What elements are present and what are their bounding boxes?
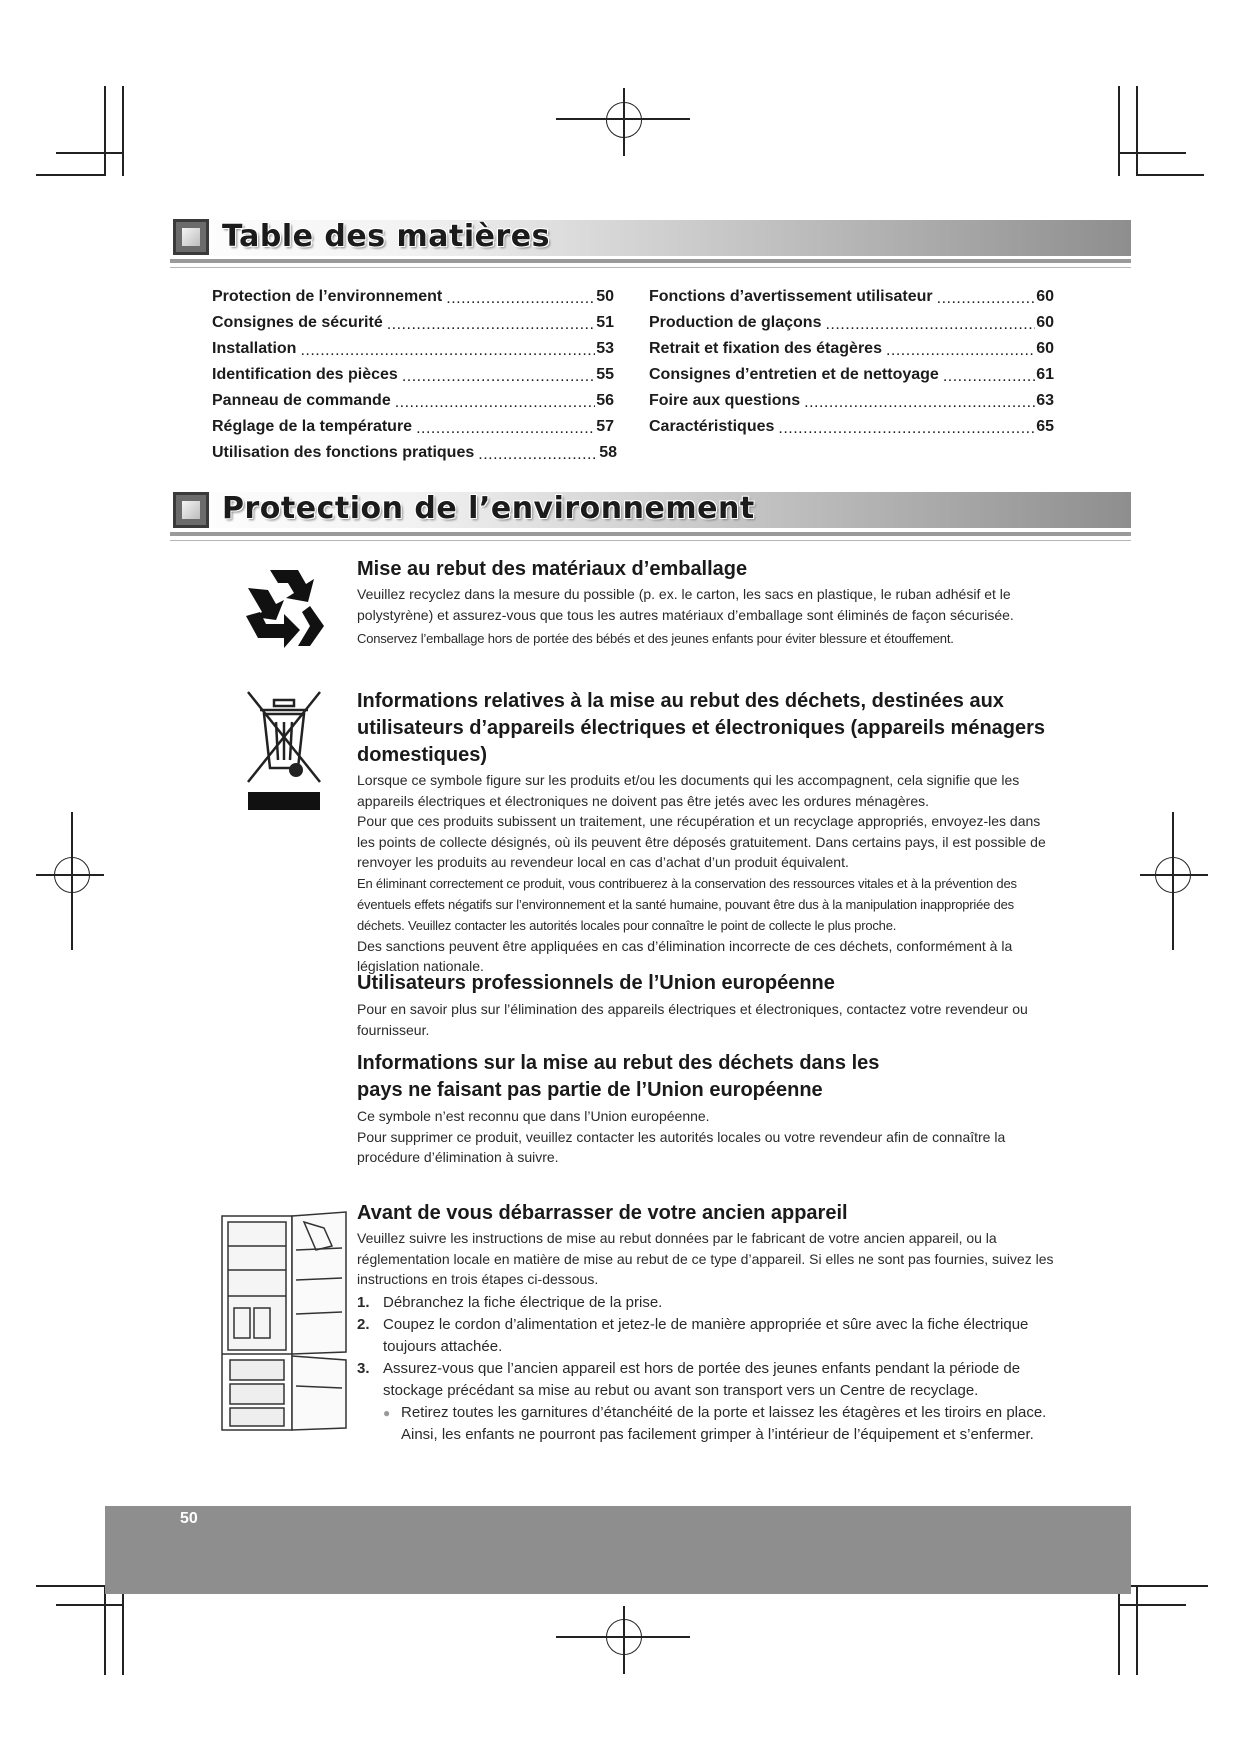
refrigerator-illustration <box>220 1210 352 1434</box>
toc-entry[interactable]: Protection de l’environnement ..... 50 <box>212 284 614 310</box>
weee-section <box>357 688 1062 977</box>
packaging-paragraph: Veuillez recyclez dans la mesure du possible (p. ex. le carton, les sacs en plastique, le ruban adhésif et le polystyrène) et assurez-vous que tous les autres matériaux d’emballage sont éliminés de façon sécurisée. <box>357 586 1014 623</box>
toc-entry[interactable]: Réglage de la température ..... 57 <box>212 414 614 440</box>
weee-heading: Informations relatives à la mise au rebut des déchets, destinées aux utilisateurs d’appareils électriques et électroniques (appareils ménagers domestiques) <box>357 690 1046 766</box>
crossed-out-bin-icon <box>244 690 324 810</box>
section-square-icon <box>173 219 209 255</box>
toc-entry[interactable]: Consignes de sécurité ..... 51 <box>212 310 614 336</box>
toc-left-column <box>212 284 617 466</box>
toc-entry[interactable]: Consignes d’entretien et de nettoyage ..... 61 <box>649 362 1054 388</box>
pro-users-paragraph: Pour en savoir plus sur l’élimination des appareils électriques et électroniques, contactez votre revendeur ou fournisseur. <box>357 1001 1028 1038</box>
packaging-section <box>357 556 1062 649</box>
weee-paragraph: Pour que ces produits subissent un traitement, une récupération et un recyclage appropriés, envoyez-les dans les points de collecte désignés, où ils peuvent être déposés gratuitement. Dans certains pays, il est possible de renvoyer les produits au revendeur local en cas d’achat d’un produit équivalent. <box>357 813 1046 870</box>
toc-entry[interactable]: Retrait et fixation des étagères ..... 60 <box>649 336 1054 362</box>
packaging-heading: Mise au rebut des matériaux d’emballage <box>357 558 748 580</box>
list-item: 2. Coupez le cordon d’alimentation et jetez-le de manière appropriée et sûre avec la fiche électrique toujours attachée. <box>357 1315 1029 1355</box>
toc-entry[interactable]: Identification des pièces ..... 55 <box>212 362 614 388</box>
toc-right-column <box>649 284 1054 440</box>
weee-paragraph: Des sanctions peuvent être appliquées en cas d’élimination incorrecte de ces déchets, conformément à la législation nationale. <box>357 937 1013 974</box>
old-appliance-intro: Veuillez suivre les instructions de mise au rebut données par le fabricant de votre ancien appareil, ou la réglementation locale en matière de mise au rebut de ce type d’appareil. Si elles ne sont pas fournies, suivez les instructions en trois étapes ci-dessous. <box>357 1230 1054 1287</box>
footer-band <box>105 1506 1131 1594</box>
old-appliance-heading: Avant de vous débarrasser de votre ancien appareil <box>357 1202 848 1224</box>
toc-entry[interactable]: Fonctions d’avertissement utilisateur ..... 60 <box>649 284 1054 310</box>
pro-users-section <box>357 970 1062 1040</box>
pro-users-heading: Utilisateurs professionnels de l’Union européenne <box>357 972 835 994</box>
weee-paragraph: En éliminant correctement ce produit, vous contribuerez à la conservation des ressources vitales et à la prévention des éventuels effets négatifs sur l’environnement et la santé humaine, pouvant être dus à la manipulation inappropriée des déchets. Veuillez contacter les autorités locales pour connaître le point de collecte le plus proche. <box>357 875 1017 933</box>
toc-entry[interactable]: Panneau de commande ..... 56 <box>212 388 614 414</box>
non-eu-section <box>357 1050 1062 1168</box>
weee-paragraph: Lorsque ce symbole figure sur les produits et/ou les documents qui les accompagnent, cela signifie que les appareils électriques et électroniques ne doivent pas être jetés avec les ordures ménagères. <box>357 772 1020 809</box>
non-eu-paragraph: Pour supprimer ce produit, veuillez contacter les autorités locales ou votre revendeur afin de connaître la procédure d’élimination à suivre. <box>357 1128 1006 1165</box>
toc-entry[interactable]: Utilisation des fonctions pratiques ..... 58 <box>212 440 617 466</box>
packaging-note: Conservez l’emballage hors de portée des bébés et des jeunes enfants pour éviter blessure et étouffement. <box>357 631 954 646</box>
old-appliance-section <box>357 1200 1062 1446</box>
non-eu-paragraph: Ce symbole n’est reconnu que dans l’Union européenne. <box>357 1108 710 1124</box>
toc-entry[interactable]: Foire aux questions ..... 63 <box>649 388 1054 414</box>
toc-entry[interactable]: Caractéristiques ..... 65 <box>649 414 1054 440</box>
bullet-icon: ● <box>383 1405 391 1420</box>
toc-entry[interactable]: Installation ..... 53 <box>212 336 614 362</box>
non-eu-heading: Informations sur la mise au rebut des déchets dans les pays ne faisant pas partie de l’Union européenne <box>357 1052 880 1101</box>
toc-entry[interactable]: Production de glaçons ..... 60 <box>649 310 1054 336</box>
list-item: ● Retirez toutes les garnitures d’étanchéité de la porte et laissez les étagères et les tiroirs en place. Ainsi, les enfants ne pourront pas facilement grimper à l’intérieur de l’équipement et s’enfermer. <box>383 1402 1062 1446</box>
section-square-icon <box>173 492 209 528</box>
list-item: 1. Débranchez la fiche électrique de la prise. <box>357 1293 663 1311</box>
list-item: 3. Assurez-vous que l’ancien appareil est hors de portée des jeunes enfants pendant la période de stockage précédant sa mise au rebut ou avant son transport vers un Centre de recyclage. <box>357 1359 1021 1399</box>
toc-title: Table des matières <box>222 219 550 254</box>
env-title: Protection de l’environnement <box>222 491 755 526</box>
recycle-icon <box>240 566 328 650</box>
page-number: 50 <box>180 1510 198 1527</box>
